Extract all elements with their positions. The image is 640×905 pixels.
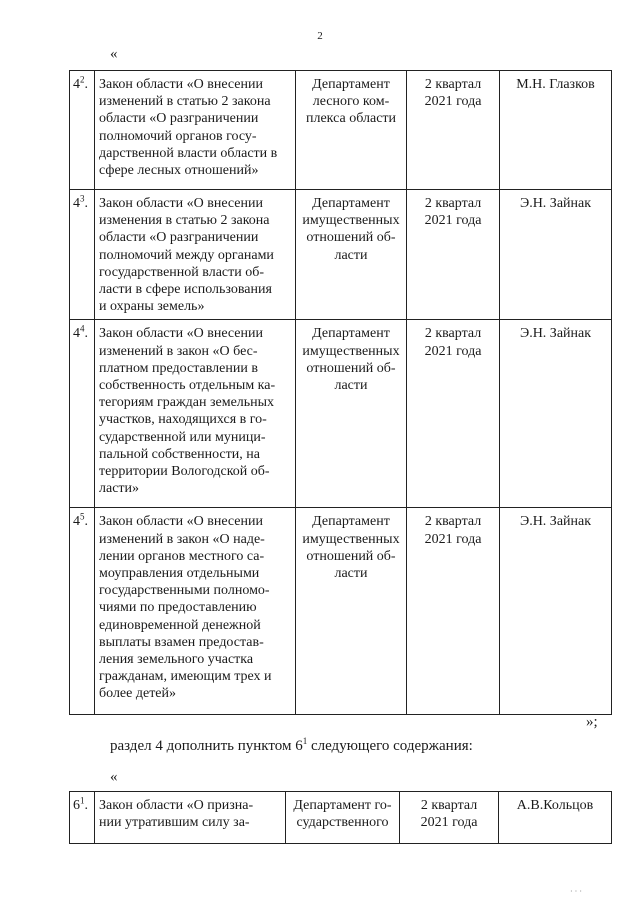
- law-title-line: моуправления отдельными: [99, 566, 260, 582]
- table-row: [70, 190, 612, 320]
- deadline-line: 2021 года: [420, 815, 478, 831]
- deadline-line: 2 квартал: [424, 77, 482, 92]
- law-title-line: ласти в сфере использования: [99, 282, 272, 298]
- law-title-line: единовременной денежной: [99, 617, 261, 633]
- responsible-person: Э.Н. Зайнак: [500, 190, 612, 320]
- item-number-main: 4: [73, 77, 80, 92]
- amendment-paragraph: [110, 738, 473, 755]
- deadline-line: 2021 года: [424, 94, 482, 110]
- plan-table: [69, 70, 612, 715]
- deadline: [400, 792, 499, 844]
- department-line: ласти: [334, 378, 368, 394]
- page-number: 2: [317, 30, 323, 42]
- law-title-line: выплаты взамен предостав-: [99, 634, 264, 650]
- item-number-sup: 5: [80, 511, 85, 522]
- department-line: имущественных: [302, 343, 400, 359]
- table-row: [70, 71, 612, 190]
- law-title-line: государственными полномо-: [99, 583, 270, 599]
- department-line: отношений об-: [306, 360, 396, 376]
- item-number-dot: .: [84, 326, 88, 342]
- responsible-person: Э.Н. Зайнак: [500, 508, 612, 715]
- department-line: ласти: [334, 247, 368, 263]
- law-title-line: более детей»: [99, 686, 177, 702]
- department: [296, 508, 407, 715]
- department: [296, 190, 407, 320]
- law-title: [95, 508, 296, 715]
- law-title-line: сфере лесных отношений»: [99, 163, 259, 179]
- department-line: Департамент: [312, 514, 390, 530]
- item-number-sup: 2: [80, 74, 85, 85]
- law-title-line: гражданам, имеющим трех и: [99, 669, 272, 685]
- law-title-line: тегориям граждан земельных: [99, 395, 275, 411]
- deadline-line: 2 квартал: [424, 326, 482, 342]
- law-title-line: изменений в закон «О бес-: [99, 343, 258, 359]
- department-line: Департамент: [312, 77, 390, 92]
- deadline: [407, 190, 500, 320]
- item-number-sup: 1: [80, 795, 85, 806]
- law-title-line: Закон области «О внесении: [99, 196, 263, 211]
- law-title-line: изменения в статью 2 закона: [99, 213, 270, 229]
- paragraph-sup: 1: [302, 736, 308, 746]
- plan-table-2: [69, 791, 612, 844]
- law-title-line: Закон области «О внесении: [99, 77, 263, 92]
- law-title-line: нии утратившим силу за-: [99, 815, 250, 831]
- department: [296, 71, 407, 190]
- law-title-line: дарственной власти области в: [99, 145, 278, 161]
- deadline-line: 2021 года: [424, 343, 482, 359]
- department-line: плекса области: [305, 111, 397, 127]
- item-number-dot: .: [84, 196, 88, 211]
- responsible-person: А.В.Кольцов: [499, 792, 612, 844]
- law-title-line: платном предоставлении в: [99, 360, 258, 376]
- close-quote: »;: [586, 714, 598, 730]
- item-number: [70, 320, 95, 508]
- law-title: [95, 71, 296, 190]
- item-number: [70, 190, 95, 320]
- law-title-line: участков, находящихся в го-: [99, 412, 267, 428]
- open-quote-2: «: [110, 769, 118, 785]
- deadline: [407, 508, 500, 715]
- law-title: [95, 190, 296, 320]
- item-number-main: 6: [73, 798, 80, 813]
- law-title-line: полномочий между органами: [99, 247, 274, 263]
- law-title-line: области «О разграничении: [99, 230, 259, 246]
- item-number-dot: .: [84, 798, 88, 813]
- law-title-line: Закон области «О внесении: [99, 326, 263, 342]
- deadline-line: 2 квартал: [424, 514, 482, 530]
- department-line: лесного ком-: [312, 94, 390, 110]
- department-line: сударственного: [296, 815, 389, 831]
- deadline-line: 2021 года: [424, 531, 482, 547]
- department-line: Департамент: [312, 326, 390, 342]
- paragraph-text: раздел 4 дополнить пунктом 6: [110, 738, 303, 754]
- department-line: Департамент го-: [293, 798, 392, 813]
- law-title-line: собственность отдельным ка-: [99, 378, 276, 394]
- law-title-line: ласти»: [99, 481, 140, 497]
- law-title-line: государственной власти об-: [99, 264, 265, 280]
- department-line: отношений об-: [306, 548, 396, 564]
- department-line: ласти: [334, 566, 368, 582]
- table-row: [70, 792, 612, 844]
- item-number-main: 4: [73, 196, 80, 211]
- department: [286, 792, 400, 844]
- responsible-person: Э.Н. Зайнак: [500, 320, 612, 508]
- law-title-line: сударственной или муници-: [99, 429, 266, 445]
- law-title-line: Закон области «О призна-: [99, 798, 254, 813]
- law-title-line: области «О разграничении: [99, 111, 259, 127]
- law-title-line: изменений в статью 2 закона: [99, 94, 271, 110]
- item-number: [70, 508, 95, 715]
- law-title-line: и охраны земель»: [99, 299, 205, 315]
- law-title: [95, 792, 286, 844]
- department-line: Департамент: [312, 196, 390, 211]
- responsible-person: М.Н. Глазков: [500, 71, 612, 190]
- table-row: [70, 320, 612, 508]
- deadline: [407, 71, 500, 190]
- department-line: имущественных: [302, 531, 400, 547]
- item-number-main: 4: [73, 326, 80, 342]
- deadline: [407, 320, 500, 508]
- item-number-main: 4: [73, 514, 80, 530]
- item-number-sup: 4: [80, 323, 85, 334]
- law-title-line: полномочий органов госу-: [99, 128, 257, 144]
- item-number: [70, 71, 95, 190]
- law-title-line: изменений в закон «О наде-: [99, 531, 265, 547]
- department: [296, 320, 407, 508]
- corner-mark: · · ·: [570, 887, 582, 896]
- law-title: [95, 320, 296, 508]
- paragraph-tail: следующего содержания:: [307, 738, 473, 754]
- open-quote: «: [110, 46, 118, 62]
- item-number: [70, 792, 95, 844]
- department-line: имущественных: [302, 213, 400, 229]
- deadline-line: 2 квартал: [424, 196, 482, 211]
- item-number-sup: 3: [80, 193, 85, 204]
- item-number-dot: .: [84, 77, 88, 92]
- law-title-line: пальной собственности, на: [99, 446, 260, 462]
- table-row: [70, 508, 612, 715]
- item-number-dot: .: [84, 514, 88, 530]
- department-line: отношений об-: [306, 230, 396, 246]
- deadline-line: 2021 года: [424, 213, 482, 229]
- law-title-line: ления земельного участка: [99, 652, 254, 668]
- law-title-line: территории Вологодской об-: [99, 464, 270, 480]
- deadline-line: 2 квартал: [420, 798, 478, 813]
- law-title-line: Закон области «О внесении: [99, 514, 263, 530]
- law-title-line: чиями по предоставлению: [99, 600, 257, 616]
- law-title-line: лении органов местного са-: [99, 548, 265, 564]
